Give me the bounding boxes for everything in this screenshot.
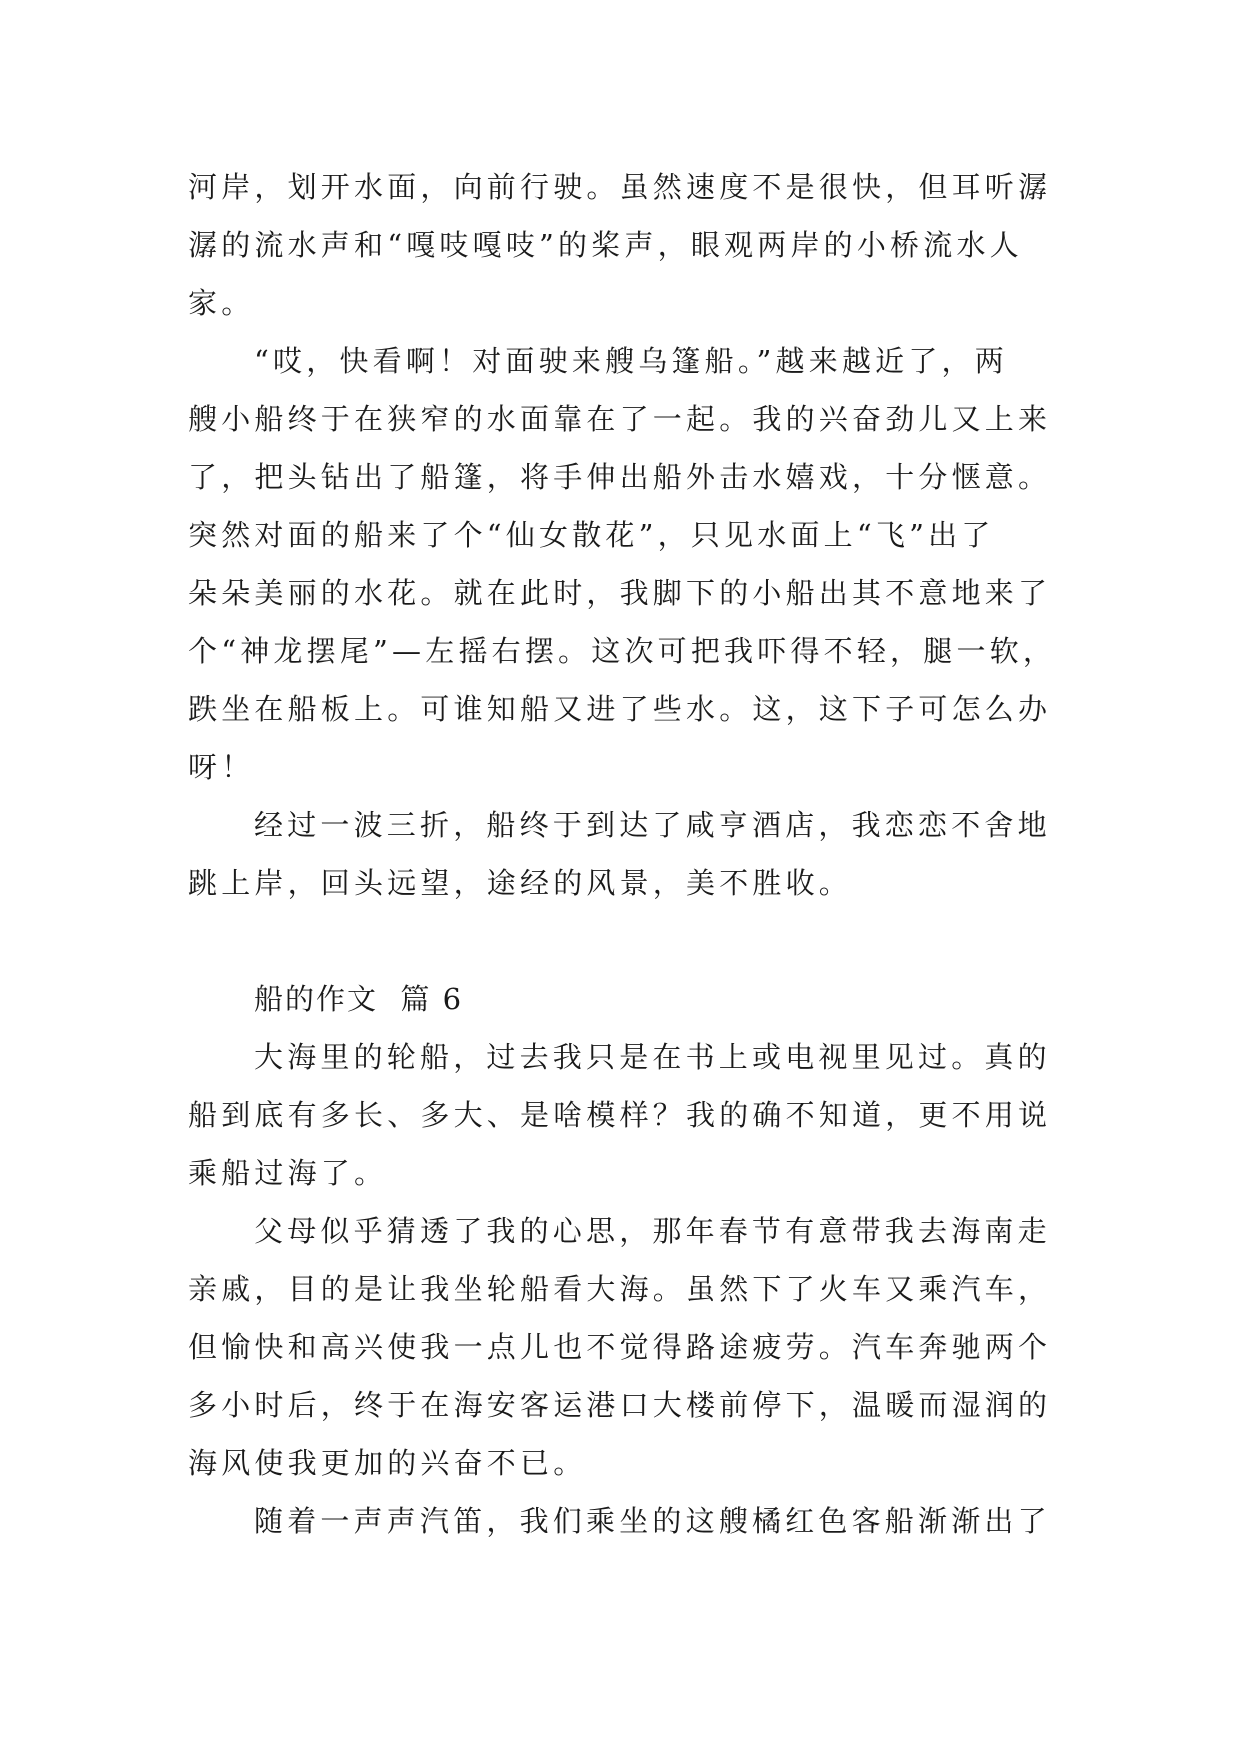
paragraph: [188, 332, 1058, 796]
section-title: 船的作文 篇 6: [254, 982, 464, 1016]
text-line: 个“神龙摆尾”—左摇右摆。这次可把我吓得不轻，腿一软，: [188, 634, 1057, 668]
text-line: 潺的流水声和“嘎吱嘎吱”的桨声，眼观两岸的小桥流水人: [188, 228, 1023, 262]
paragraph: [188, 1492, 1058, 1550]
paragraph: [188, 1202, 1058, 1492]
text-line: 了，把头钻出了船篷，将手伸出船外击水嬉戏，十分惬意。: [188, 460, 1052, 494]
text-line: 跳上岸，回头远望，途经的风景，美不胜收。: [188, 866, 853, 900]
text-line: 但愉快和高兴使我一点儿也不觉得路途疲劳。汽车奔驰两个: [188, 1330, 1052, 1364]
text-line: 亲戚，目的是让我坐轮船看大海。虽然下了火车又乘汽车，: [188, 1272, 1052, 1306]
text-line: 多小时后，终于在海安客运港口大楼前停下，温暖而湿润的: [188, 1388, 1052, 1422]
paragraph: [188, 796, 1058, 912]
text-line: 船到底有多长、多大、是啥模样？我的确不知道，更不用说: [188, 1098, 1052, 1132]
paragraph: [188, 1028, 1058, 1202]
text-line: 家。: [188, 286, 255, 320]
text-line: 朵朵美丽的水花。就在此时，我脚下的小船出其不意地来了: [188, 576, 1052, 610]
text-line: “哎，快看啊！对面驶来艘乌篷船。”越来越近了，两: [254, 344, 1008, 378]
text-line: 乘船过海了。: [188, 1156, 388, 1190]
text-line: 大海里的轮船，过去我只是在书上或电视里见过。真的: [254, 1040, 1051, 1074]
text-line: 海风使我更加的兴奋不已。: [188, 1446, 587, 1480]
text-line: 父母似乎猜透了我的心思，那年春节有意带我去海南走: [254, 1214, 1051, 1248]
text-line: 随着一声声汽笛，我们乘坐的这艘橘红色客船渐渐出了: [254, 1504, 1051, 1538]
text-line: 河岸，划开水面，向前行驶。虽然速度不是很快，但耳听潺: [188, 170, 1052, 204]
text-line: 艘小船终于在狭窄的水面靠在了一起。我的兴奋劲儿又上来: [188, 402, 1052, 436]
text-line: 突然对面的船来了个“仙女散花”，只见水面上“飞”出了: [188, 518, 995, 552]
paragraph: [188, 158, 1058, 332]
document-page: [188, 158, 1058, 1550]
text-line: 经过一波三折，船终于到达了咸亨酒店，我恋恋不舍地: [254, 808, 1051, 842]
text-line: 呀！: [188, 750, 255, 784]
text-line: 跌坐在船板上。可谁知船又进了些水。这，这下子可怎么办: [188, 692, 1052, 726]
section-spacer: [188, 912, 1058, 970]
